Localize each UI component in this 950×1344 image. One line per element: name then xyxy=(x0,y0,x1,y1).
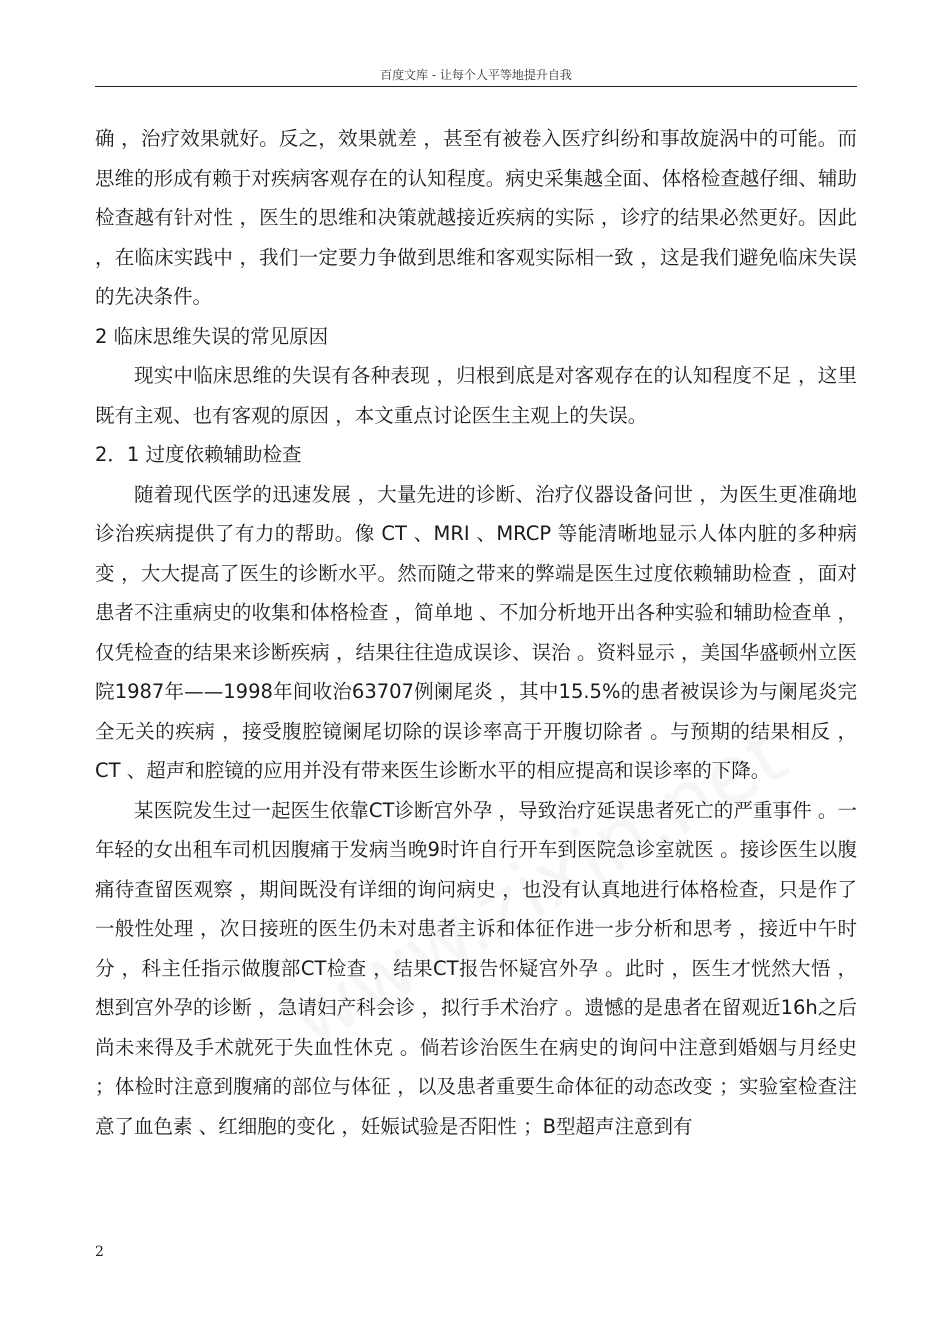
paragraph-continuation: 确 ，治疗效果就好。反之，效果就差 ，甚至有被卷入医疗纠纷和事故旋涡中的可能。而思维的形成有赖于对疾病客观存在的认知程度。病史采集越全面、体格检查越仔细、辅助检查越有针对性 ，医生的思维和决策就越接近疾病的实际 ，诊疗的结果必然更好。因此 ，在临床实践中 ，我们一定要力争做到思维和客观实际相一致 ，这是我们避免临床失误的先决条件。 xyxy=(95,127,857,308)
header-divider xyxy=(95,86,857,87)
paragraph: 随着现代医学的迅速发展 ，大量先进的诊断、治疗仪器设备问世 ，为医生更准确地诊治疾病提供了有力的帮助。像 CT 、MRI 、MRCP 等能清晰地显示人体内脏的多种病变 ，大大提高了医生的诊断水平。然而随之带来的弊端是医生过度依赖辅助检查 ，面对患者不注重病史的收集和体格检查 ，简单地 、不加分析地开出各种实验和辅助检查单 ，仅凭检查的结果来诊断疾病 ，结果往往造成误诊、误治 。资料显示 ，美国华盛顿州立医院1987年——1998年间收治63707例阑尾炎 ，其中15.5%的患者被误诊为与阑尾炎完全无关的疾病 ，接受腹腔镜阑尾切除的误诊率高于开腹切除者 。与预期的结果相反 ，CT 、超声和腔镜的应用并没有带来医生诊断水平的相应提高和误诊率的下降。 xyxy=(95,482,857,782)
paragraph: 现实中临床思维的失误有各种表现 ，归根到底是对客观存在的认知程度不足 ，这里既有主观、也有客观的原因 ，本文重点讨论医生主观上的失误。 xyxy=(95,364,857,427)
document-body xyxy=(95,119,857,1146)
section-heading: 2 临床思维失误的常见原因 xyxy=(95,324,329,348)
subsection-heading: 2．1 过度依赖辅助检查 xyxy=(95,443,302,466)
page-header: 百度文库 - 让每个人平等地提升自我 xyxy=(380,68,572,82)
paragraph: 某医院发生过一起医生依靠CT诊断宫外孕 ，导致治疗延误患者死亡的严重事件 。一年轻的女出租车司机因腹痛于发病当晚9时许自行开车到医院急诊室就医 。接诊医生以腹痛待查留医观察 ，期间既没有详细的询问病史 ，也没有认真地进行体格检查，只是作了一般性处理 ，次日接班的医生仍未对患者主诉和体征作进一步分析和思考 ，接近中午时分 ，科主任指示做腹部CT检查 ，结果CT报告怀疑宫外孕 。此时 ，医生才恍然大悟 ，想到宫外孕的诊断 ，急请妇产科会诊 ，拟行手术治疗 。遗憾的是患者在留观近16h之后尚未来得及手术就死于失血性休克 。倘若诊治医生在病史的询问中注意到婚姻与月经史 ；体检时注意到腹痛的部位与体征 ，以及患者重要生命体征的动态改变 ；实验室检查注意了血色素 、红细胞的变化 ，妊娠试验是否阳性 ；B型超声注意到有 xyxy=(95,798,857,1138)
page-number: 2 xyxy=(95,1244,104,1260)
